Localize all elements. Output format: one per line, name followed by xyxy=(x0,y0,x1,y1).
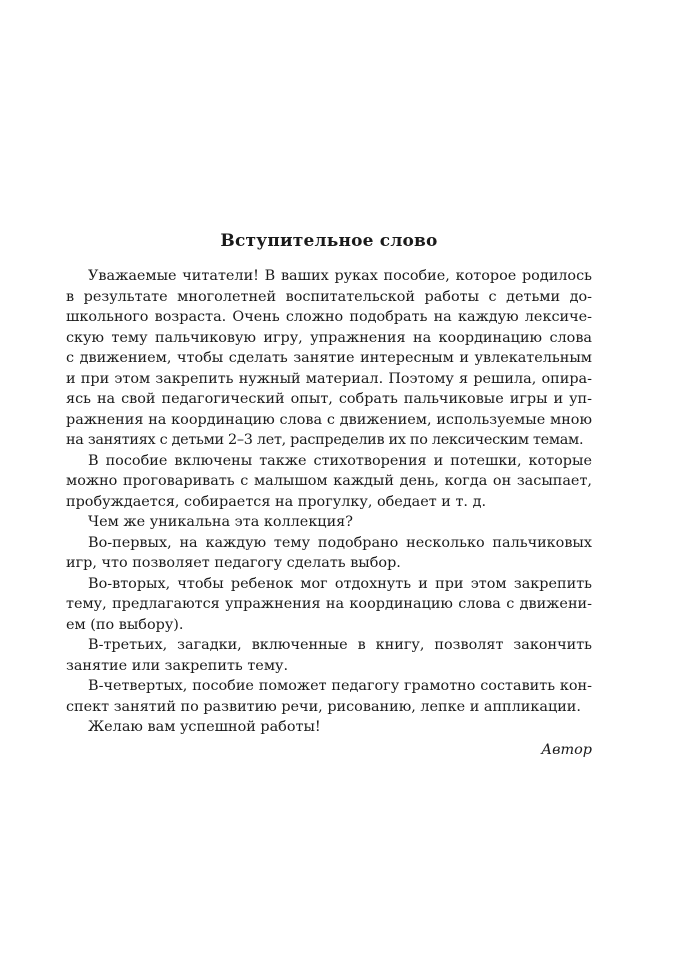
text-line: школьного возраста. Очень сложно подобрать на каждую лексиче- xyxy=(66,309,592,325)
text-line: скую тему пальчиковую игру, упражнения на координацию слова xyxy=(66,329,592,346)
text-line: ясь на свой педагогический опыт, собрать пальчиковые игры и уп- xyxy=(66,391,592,407)
text-line: спект занятий по развитию речи, рисованию, лепке и аппликации. xyxy=(66,698,581,715)
text-line: на занятиях с детьми 2–3 лет, распределив их по лексическим темам. xyxy=(66,432,584,448)
text-line: Чем же уникальна эта коллекция? xyxy=(88,514,353,530)
paragraph-third xyxy=(66,635,592,676)
text-line: тему, предлагаются упражнения на координацию слова с движени- xyxy=(66,596,592,612)
author-signature: Автор xyxy=(541,741,592,758)
text-line: В-третьих, загадки, включенные в книгу, позволят закончить xyxy=(88,637,592,653)
text-line: Уважаемые читатели! В ваших руках пособие, которое родилось xyxy=(88,268,592,284)
text-line: с движением, чтобы сделать занятие интересным и увлекательным xyxy=(66,350,592,366)
text-line: Во-первых, на каждую тему подобрано несколько пальчиковых xyxy=(88,534,592,551)
paragraph-poems xyxy=(66,451,592,513)
text-line: в результате многолетней воспитательской работы с детьми до- xyxy=(66,288,592,305)
page-title: Вступительное слово xyxy=(220,231,438,251)
text-line: можно проговаривать с малышом каждый день, когда он засыпает, xyxy=(66,473,592,489)
paragraph-second xyxy=(66,574,592,636)
text-line: и при этом закрепить нужный материал. Поэтому я решила, опира- xyxy=(66,370,592,387)
text-line: ражнения на координацию слова с движением, используемые мною xyxy=(66,411,592,428)
text-line: ем (по выбору). xyxy=(66,616,184,633)
text-line: Желаю вам успешной работы! xyxy=(88,719,321,735)
text-line: занятие или закрепить тему. xyxy=(66,657,289,674)
text-line: В-четвертых, пособие поможет педагогу грамотно составить кон- xyxy=(88,678,592,694)
text-line: игр, что позволяет педагогу сделать выбор. xyxy=(66,555,401,571)
page-content xyxy=(66,230,592,760)
paragraph-first xyxy=(66,533,592,574)
text-line: Во-вторых, чтобы ребенок мог отдохнуть и при этом закрепить xyxy=(88,575,592,592)
paragraph-intro xyxy=(66,266,592,451)
text-line: В пособие включены также стихотворения и потешки, которые xyxy=(88,452,592,469)
paragraph-question xyxy=(66,512,592,533)
paragraph-wishes xyxy=(66,717,592,738)
paragraph-fourth xyxy=(66,676,592,717)
text-line: пробуждается, собирается на прогулку, обедает и т. д. xyxy=(66,493,487,510)
